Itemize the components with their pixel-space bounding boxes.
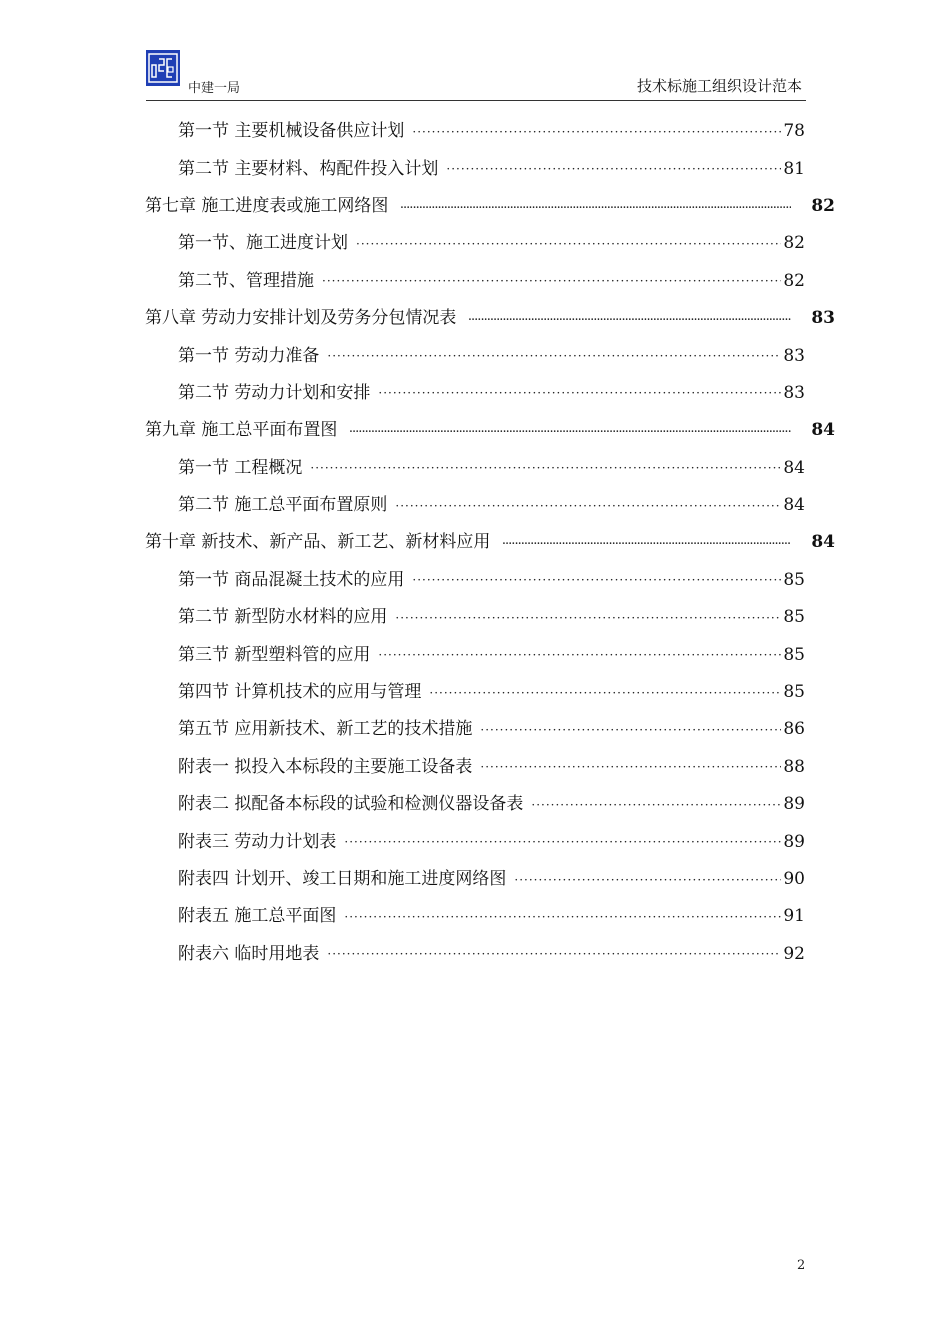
toc-section-entry[interactable] [0, 786, 805, 823]
toc-section-entry[interactable] [0, 936, 805, 973]
toc-section-entry[interactable] [0, 487, 805, 524]
toc-dot-leader [502, 538, 791, 547]
toc-entry-title: 第二节 主要材料、构配件投入计划 [178, 158, 439, 179]
toc-dot-leader [480, 761, 781, 773]
toc-section-entry[interactable] [0, 263, 805, 300]
toc-entry-title: 附表五 施工总平面图 [178, 906, 337, 927]
toc-chapter-entry[interactable] [0, 524, 835, 561]
toc-entry-title: 第二节 施工总平面布置原则 [178, 495, 388, 516]
toc-entry-title: 第八章 劳动力安排计划及劳务分包情况表 [145, 308, 457, 329]
toc-section-entry[interactable] [0, 674, 805, 711]
toc-chapter-entry[interactable] [0, 300, 835, 337]
toc-section-entry[interactable] [0, 711, 805, 748]
toc-dot-leader [514, 874, 781, 886]
toc-dot-leader [327, 948, 781, 960]
toc-dot-leader [412, 126, 781, 138]
toc-entry-title: 第七章 施工进度表或施工网络图 [145, 195, 389, 216]
toc-entry-title: 第一节 工程概况 [178, 457, 303, 478]
toc-entry-page: 82 [783, 270, 805, 291]
toc-entry-title: 第一节、施工进度计划 [178, 233, 348, 254]
toc-dot-leader [327, 350, 781, 362]
toc-entry-page: 84 [811, 420, 835, 441]
toc-entry-title: 第二节、管理措施 [178, 270, 314, 291]
toc-dot-leader [344, 911, 781, 923]
toc-dot-leader [531, 799, 781, 811]
toc-entry-page: 84 [811, 532, 835, 553]
toc-entry-page: 85 [783, 569, 805, 590]
toc-entry-title: 第二节 劳动力计划和安排 [178, 382, 371, 403]
toc-dot-leader [395, 612, 781, 624]
toc-dot-leader [446, 163, 781, 175]
toc-dot-leader [322, 275, 781, 287]
toc-dot-leader [429, 687, 781, 699]
toc-entry-page: 88 [783, 756, 805, 777]
toc-entry-page: 91 [783, 906, 805, 927]
toc-dot-leader [395, 500, 781, 512]
org-name: 中建一局 [188, 81, 241, 96]
toc-dot-leader [344, 836, 781, 848]
toc-chapter-entry[interactable] [0, 412, 835, 449]
document-title: 技术标施工组织设计范本 [636, 77, 802, 95]
toc-section-entry[interactable] [0, 113, 805, 150]
toc-entry-page: 83 [783, 345, 805, 366]
toc-entry-page: 84 [783, 495, 805, 516]
toc-entry-title: 附表一 拟投入本标段的主要施工设备表 [178, 756, 473, 777]
toc-dot-leader [400, 202, 791, 211]
toc-entry-title: 第二节 新型防水材料的应用 [178, 607, 388, 628]
toc-entry-page: 85 [783, 607, 805, 628]
toc-entry-page: 83 [783, 382, 805, 403]
page-number: 2 [797, 1258, 806, 1273]
toc-dot-leader [412, 574, 781, 586]
toc-section-entry[interactable] [0, 225, 805, 262]
toc-entry-title: 附表三 劳动力计划表 [178, 831, 337, 852]
toc-entry-title: 第一节 商品混凝土技术的应用 [178, 569, 405, 590]
table-of-contents [0, 113, 950, 973]
toc-entry-title: 第三节 新型塑料管的应用 [178, 644, 371, 665]
toc-section-entry[interactable] [0, 150, 805, 187]
toc-section-entry[interactable] [0, 450, 805, 487]
toc-dot-leader [480, 724, 781, 736]
header-divider [146, 100, 806, 101]
toc-section-entry[interactable] [0, 861, 805, 898]
toc-dot-leader [349, 426, 791, 435]
toc-section-entry[interactable] [0, 562, 805, 599]
cscec-logo-icon [148, 53, 178, 83]
toc-section-entry[interactable] [0, 898, 805, 935]
toc-entry-title: 第一节 主要机械设备供应计划 [178, 121, 405, 142]
toc-entry-title: 附表六 临时用地表 [178, 943, 320, 964]
toc-entry-page: 86 [783, 719, 805, 740]
company-logo [146, 50, 180, 86]
toc-entry-page: 92 [783, 943, 805, 964]
toc-entry-page: 90 [783, 869, 805, 889]
toc-entry-page: 89 [783, 794, 805, 815]
toc-chapter-entry[interactable] [0, 188, 835, 225]
toc-entry-page: 78 [783, 121, 805, 142]
toc-section-entry[interactable] [0, 375, 805, 412]
toc-section-entry[interactable] [0, 823, 805, 860]
toc-entry-page: 81 [783, 158, 805, 179]
toc-entry-title: 第十章 新技术、新产品、新工艺、新材料应用 [145, 532, 491, 553]
toc-entry-title: 第五节 应用新技术、新工艺的技术措施 [178, 719, 473, 740]
toc-entry-title: 附表二 拟配备本标段的试验和检测仪器设备表 [178, 794, 524, 815]
toc-entry-page: 83 [811, 308, 835, 329]
toc-dot-leader [468, 314, 791, 323]
toc-section-entry[interactable] [0, 749, 805, 786]
toc-entry-page: 89 [783, 831, 805, 852]
toc-entry-page: 84 [783, 457, 805, 478]
toc-entry-title: 第四节 计算机技术的应用与管理 [178, 682, 422, 703]
toc-entry-title: 第一节 劳动力准备 [178, 345, 320, 366]
toc-section-entry[interactable] [0, 636, 805, 673]
toc-entry-title: 附表四 计划开、竣工日期和施工进度网络图 [178, 869, 507, 889]
toc-entry-title: 第九章 施工总平面布置图 [145, 420, 338, 441]
toc-section-entry[interactable] [0, 599, 805, 636]
toc-dot-leader [378, 649, 781, 661]
toc-entry-page: 82 [811, 195, 835, 216]
toc-section-entry[interactable] [0, 337, 805, 374]
toc-dot-leader [378, 387, 781, 399]
toc-dot-leader [356, 238, 781, 250]
toc-dot-leader [310, 462, 781, 474]
toc-entry-page: 85 [783, 682, 805, 703]
toc-entry-page: 85 [783, 644, 805, 665]
toc-entry-page: 82 [783, 233, 805, 254]
